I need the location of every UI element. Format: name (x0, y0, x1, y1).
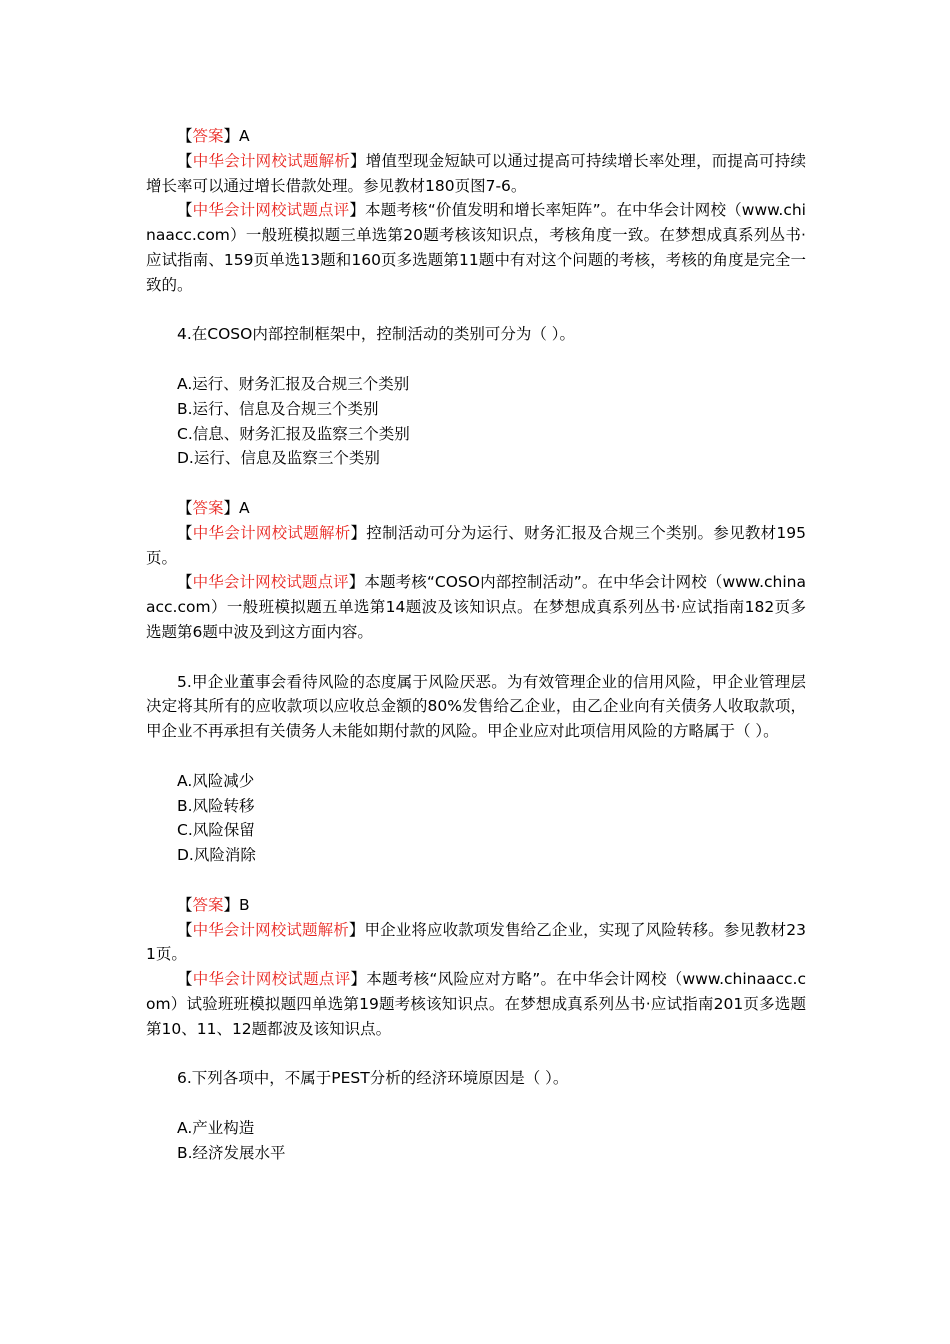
option-c: C.风险保留 (177, 821, 255, 840)
analysis-paragraph (146, 149, 806, 199)
review-paragraph (146, 198, 806, 297)
bracket-open: 【 (177, 127, 193, 145)
document-page (146, 124, 806, 1165)
answer-line (146, 496, 806, 521)
option-a: A.产业构造 (177, 1118, 255, 1137)
bracket-open: 【 (177, 895, 193, 914)
question-5: 5.甲企业董事会看待风险的态度属于风险厌恶。为有效管理企业的信用风险，甲企业管理层决定将其所有的应收款项以应收总金额的80%发售给乙企业，由乙企业向有关债务人收取款项，甲企业不再承担有关债务人未能如期付款的风险。甲企业应对此项信用风险的方略属于（ ）。 (146, 672, 806, 741)
option-d: D.风险消除 (177, 846, 256, 865)
analysis-text: 增值型现金短缺可以通过提高可持续增长率处理，而提高可持续增长率可以通过增长借款处理。参见教材180页图7-6。 (146, 151, 806, 195)
analysis-label: 中华会计网校试题解析 (192, 151, 351, 170)
bracket-open: 【 (177, 498, 193, 517)
answer-value: A (239, 127, 250, 145)
bracket-open: 【 (177, 573, 193, 592)
review-label: 中华会计网校试题点评 (192, 970, 351, 989)
answer-line (146, 124, 806, 149)
analysis-label: 中华会计网校试题解析 (192, 523, 351, 542)
bracket-close: 】 (223, 498, 240, 517)
option-a: A.运行、财务汇报及合规三个类别 (177, 374, 410, 393)
option-b: B.风险转移 (177, 796, 255, 815)
bracket-open: 【 (177, 920, 193, 939)
option-a: A.风险减少 (177, 771, 255, 790)
bracket-close: 】 (348, 920, 365, 939)
bracket-open: 【 (177, 970, 193, 989)
question-4: 4.在COSO内部控制框架中，控制活动的类别可分为（ ）。 (177, 325, 576, 344)
analysis-paragraph (146, 521, 806, 571)
analysis-text: 甲企业将应收款项发售给乙企业，实现了风险转移。参见教材231页。 (146, 920, 806, 964)
option-b: B.运行、信息及合规三个类别 (177, 399, 379, 418)
answer-label: 答案 (192, 127, 224, 145)
bracket-close: 】 (348, 573, 365, 592)
analysis-paragraph (146, 918, 806, 968)
answer-label: 答案 (192, 895, 224, 914)
question-6: 6.下列各项中，不属于PEST分析的经济环境原因是（ ）。 (177, 1069, 569, 1088)
bracket-close: 】 (349, 201, 366, 220)
answer-line (146, 893, 806, 918)
bracket-close: 】 (223, 127, 240, 145)
bracket-close: 】 (223, 895, 240, 914)
bracket-open: 【 (177, 523, 193, 542)
analysis-text: 控制活动可分为运行、财务汇报及合规三个类别。参见教材195页。 (146, 523, 806, 567)
answer-label: 答案 (192, 498, 224, 517)
review-paragraph (146, 570, 806, 644)
review-label: 中华会计网校试题点评 (192, 573, 349, 592)
review-paragraph (146, 967, 806, 1041)
review-label: 中华会计网校试题点评 (192, 201, 350, 220)
bracket-close: 】 (350, 523, 367, 542)
option-d: D.运行、信息及监察三个类别 (177, 449, 380, 468)
bracket-close: 】 (350, 151, 366, 170)
option-b: B.经济发展水平 (177, 1143, 286, 1162)
review-text: 本题考核“风险应对方略”。在中华会计网校（www.chinaacc.com）试验班班模拟题四单选第19题考核该知识点。在梦想成真系列丛书·应试指南201页多选题第10、11、12题都波及该知识点。 (146, 970, 806, 1038)
bracket-close: 】 (350, 970, 367, 989)
review-text: 本题考核“价值发明和增长率矩阵”。在中华会计网校（www.chinaacc.com）一般班模拟题三单选第20题考核该知识点，考核角度一致。在梦想成真系列丛书·应试指南、159页单选13题和160页多选题第11题中有对这个问题的考核，考核的角度是完全一致的。 (146, 201, 806, 294)
answer-value: A (239, 498, 250, 517)
bracket-open: 【 (177, 151, 193, 170)
review-text: 本题考核“COSO内部控制活动”。在中华会计网校（www.chinaacc.com）一般班模拟题五单选第14题波及该知识点。在梦想成真系列丛书·应试指南182页多选题第6题中波及到这方面内容。 (146, 573, 806, 641)
bracket-open: 【 (177, 201, 193, 220)
analysis-label: 中华会计网校试题解析 (192, 920, 349, 939)
option-c: C.信息、财务汇报及监察三个类别 (177, 424, 410, 443)
answer-value: B (239, 895, 250, 914)
